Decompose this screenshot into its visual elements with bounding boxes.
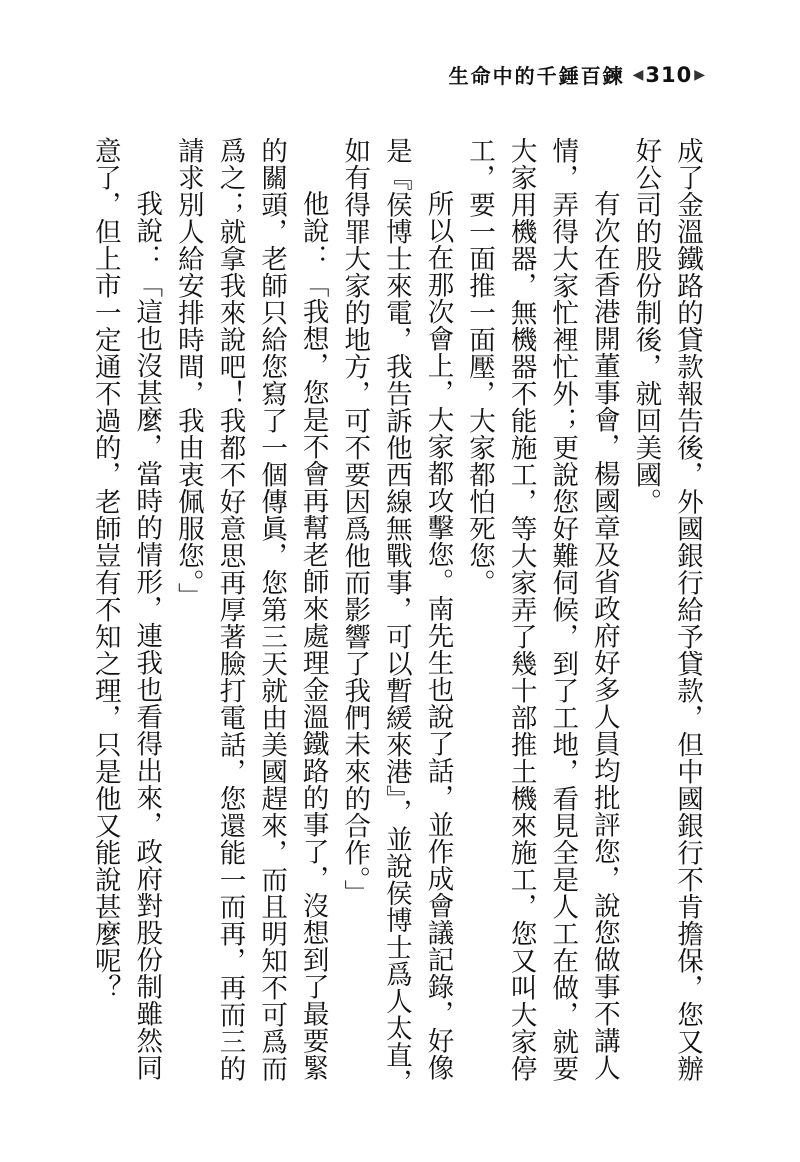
right-ornament-icon: ▶	[694, 66, 705, 83]
vertical-text-body	[83, 137, 708, 1097]
paragraph-5: 我說：「這也沒甚麼，當時的情形，連我也看得出來，政府對股份制雖然同意了，但上市一定通不過的，老師豈有不知之理，只是他又能說甚麼呢？	[89, 137, 163, 1081]
paragraph-2: 有次在香港開董事會，楊國章及省政府好多人員均批評您，說您做事不講人情，弄得大家忙裡忙外；更說您好難伺候，到了工地，看見全是人工在做，就要大家用機器，無機器不能施工，等大家弄了幾十部推土機來施工，您又叫大家停工，要一面推一面壓，大家都怕死您。	[464, 137, 620, 1082]
page-header	[449, 60, 705, 89]
page-number-badge	[633, 63, 705, 87]
paragraph-1: 成了金溫鐵路的貸款報告後，外國銀行給予貸款，但中國銀行不肯擔保，您又辦好公司的股份制後，就回美國。	[630, 137, 703, 1082]
book-title: 生命中的千錘百鍊	[448, 64, 625, 88]
paragraph-3: 所以在那次會上，大家都攻擊您。南先生也說了話，並作成會議記錄，好像是『侯博士來電，我告訴他西線無戰事，可以暫緩來港』，並說侯博士爲人太直，如有得罪大家的地方，可不要因爲他而影響了我們未來的合作。」	[339, 137, 454, 1096]
page-number: 310	[645, 62, 693, 87]
left-ornament-icon: ◀	[632, 66, 644, 83]
paragraph-4: 他說：「我想，您是不會再幫老師來處理金溫鐵路的事了，沒想到了最要緊的關頭，老師只給您寫了一個傳眞，您第三天就由美國趕來，而且明知不可爲而爲之；就拿我來說吧！我都不好意思再厚著臉打電話，您還能一而再，再而三的請求別人給安排時間，我由衷佩服您。」	[172, 137, 329, 1082]
